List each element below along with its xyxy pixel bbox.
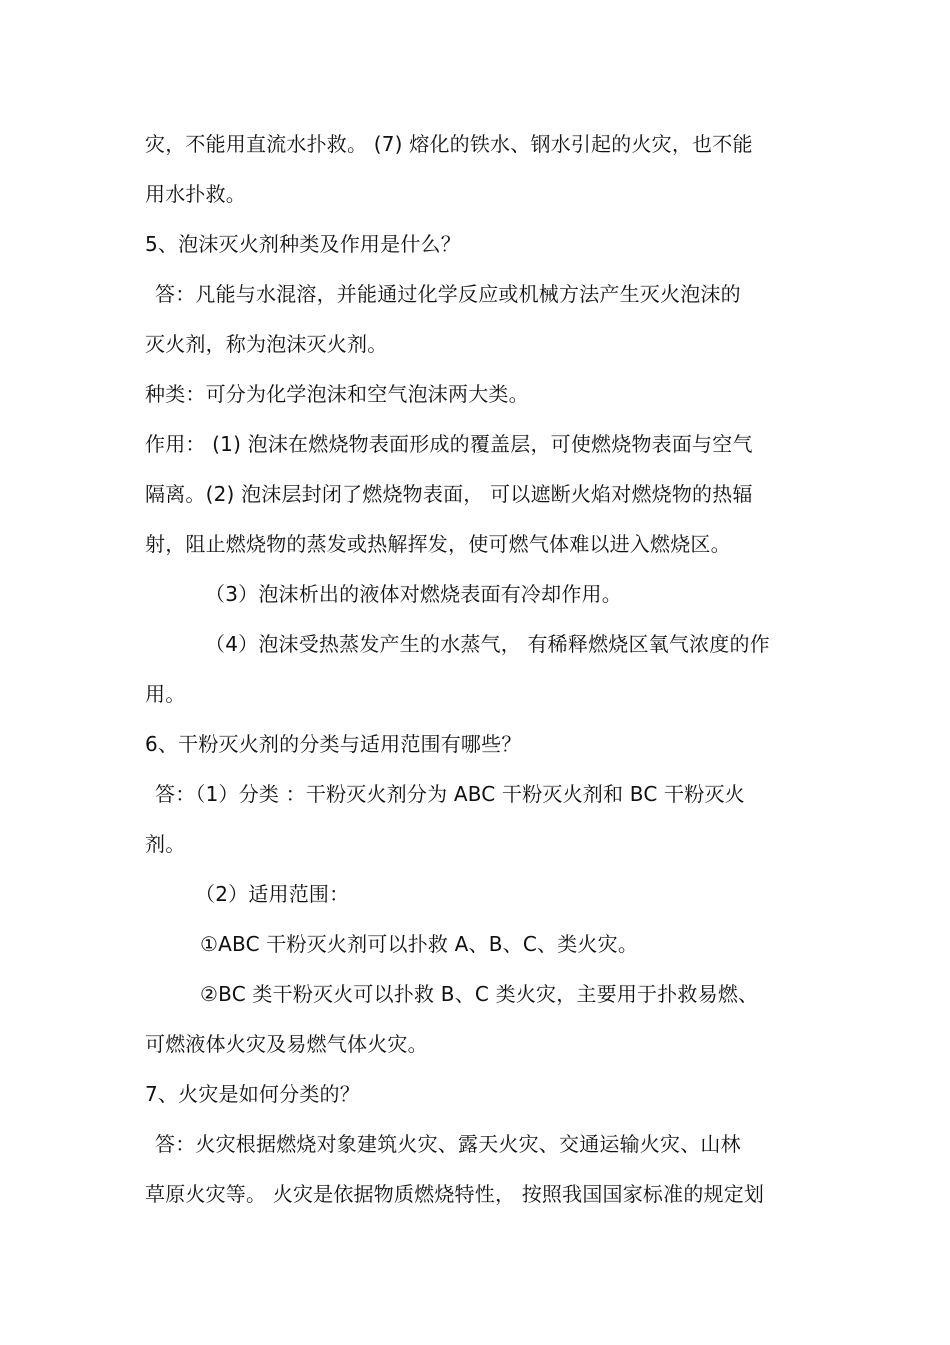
text-line: 答：凡能与水混溶，并能通过化学反应或机械方法产生灭火泡沫的	[155, 282, 741, 306]
text-line: ②BC 类干粉灭火可以扑救 B、C 类火灾，主要用于扑救易燃、	[200, 982, 759, 1006]
text-line: （3）泡沫析出的液体对燃烧表面有冷却作用。	[205, 582, 622, 606]
text-line: ①ABC 干粉灭火剂可以扑救 A、B、C、类火灾。	[200, 932, 639, 956]
question-heading: 6、干粉灭火剂的分类与适用范围有哪些？	[145, 732, 522, 756]
text-line: 答：火灾根据燃烧对象建筑火灾、露天火灾、交通运输火灾、山林	[155, 1132, 741, 1156]
text-line: 隔离。(2) 泡沫层封闭了燃烧物表面， 可以遮断火焰对燃烧物的热辐	[145, 482, 753, 506]
text-line: 用。	[145, 682, 186, 706]
text-line: 用水扑救。	[145, 182, 246, 206]
text-line: 答：（1）分类 ：干粉灭火剂分为 ABC 干粉灭火剂和 BC 干粉灭火	[155, 782, 745, 806]
text-line: （2）适用范围：	[195, 882, 350, 906]
text-line: 射，阻止燃烧物的蒸发或热解挥发，使可燃气体难以进入燃烧区。	[145, 532, 731, 556]
text-line: 可燃液体火灾及易燃气体火灾。	[145, 1032, 428, 1056]
text-line: 灭火剂，称为泡沫灭火剂。	[145, 332, 388, 356]
question-heading: 5、泡沫灭火剂种类及作用是什么？	[145, 232, 461, 256]
question-heading: 7、火灾是如何分类的？	[145, 1082, 360, 1106]
text-line: 剂。	[145, 832, 186, 856]
text-line: （4）泡沫受热蒸发产生的水蒸气， 有稀释燃烧区氧气浓度的作	[205, 632, 770, 656]
text-line: 种类：可分为化学泡沫和空气泡沫两大类。	[145, 382, 529, 406]
text-line: 草原火灾等。 火灾是依据物质燃烧特性， 按照我国国家标准的规定划	[145, 1182, 765, 1206]
text-line: 灾，不能用直流水扑救。 (7) 熔化的铁水、钢水引起的火灾，也不能	[145, 132, 753, 156]
text-line: 作用： (1) 泡沫在燃烧物表面形成的覆盖层，可使燃烧物表面与空气	[145, 432, 753, 456]
